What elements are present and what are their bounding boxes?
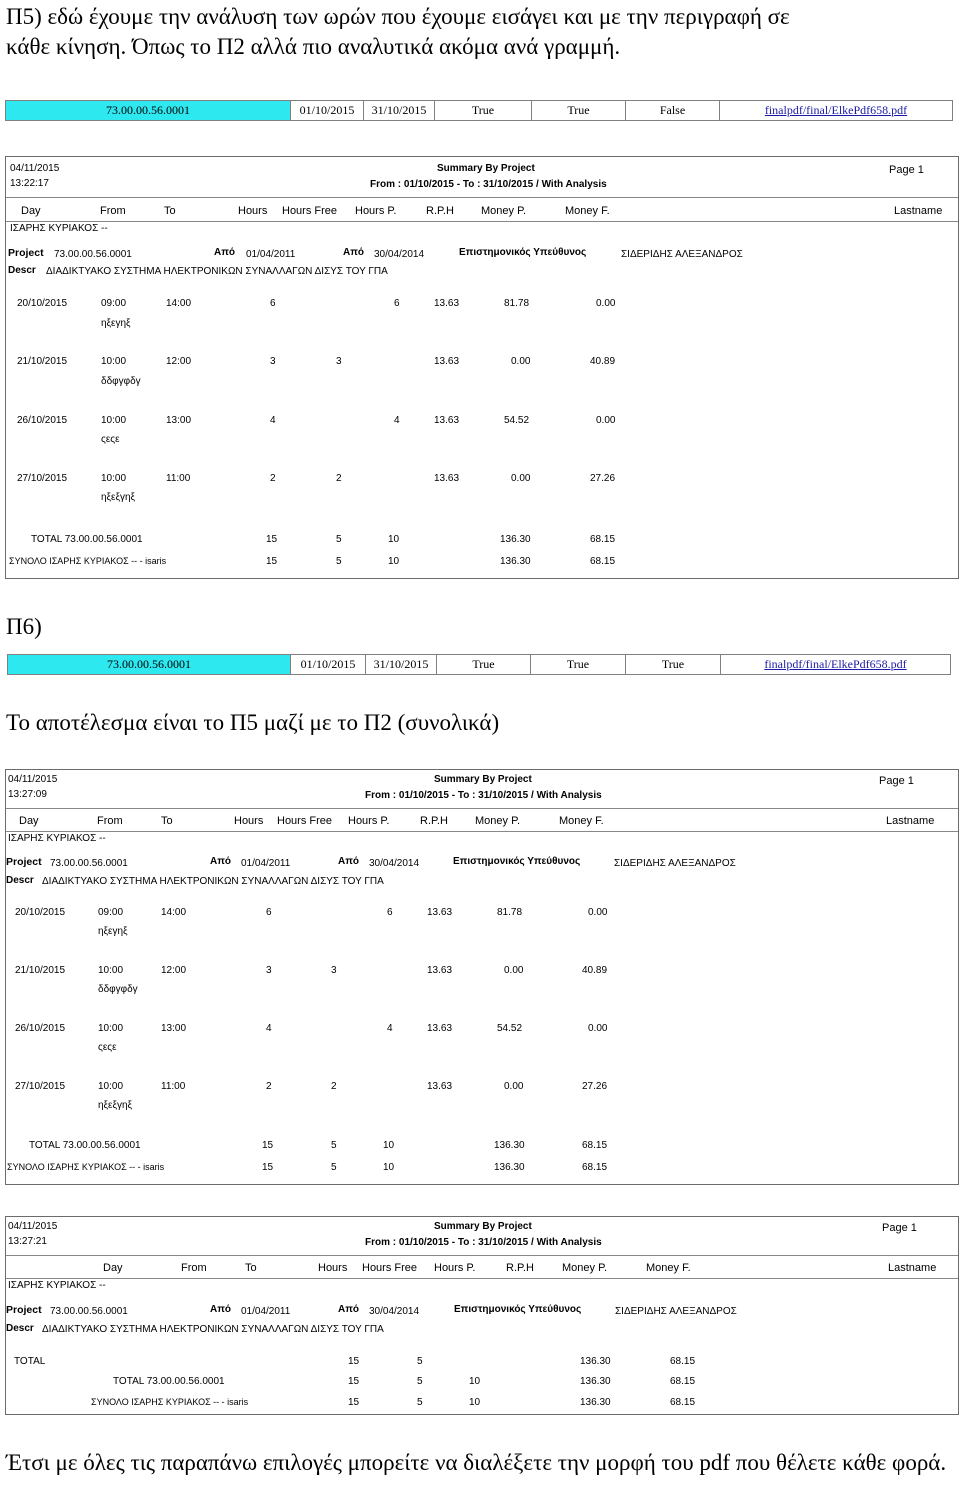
- total-hours-free: 5: [417, 1356, 423, 1367]
- summary-title: Summary By Project: [434, 774, 532, 785]
- synolo-hours-p: 10: [469, 1397, 481, 1408]
- entry-rph: 13.63: [427, 907, 453, 918]
- date-range: From : 01/10/2015 - To : 31/10/2015 / With Analysis: [365, 1237, 602, 1248]
- total-money-f: 68.15: [582, 1140, 608, 1151]
- col-from: From: [181, 1262, 207, 1274]
- grid1-flag-2: True: [532, 101, 626, 120]
- entry-money-p: 0.00: [511, 356, 531, 367]
- entry-day: 20/10/2015: [17, 298, 68, 309]
- col-hours-p: Hours P.: [434, 1262, 476, 1274]
- descr-label: Descr: [6, 875, 34, 886]
- report-2: [5, 769, 959, 1185]
- apo-label: Από: [343, 247, 364, 258]
- entry-rph: 13.63: [434, 415, 460, 426]
- entry-rph: 13.63: [434, 298, 460, 309]
- entry-hours-free: 2: [331, 1081, 337, 1092]
- synolo-hours: 15: [262, 1162, 274, 1173]
- col-lastname: Lastname: [886, 815, 935, 827]
- report-1: [5, 156, 959, 579]
- total-money-p: 136.30: [580, 1356, 611, 1367]
- entry-hours-free: 3: [331, 965, 337, 976]
- entry-money-p: 81.78: [504, 298, 530, 309]
- divider: [6, 1255, 958, 1256]
- total-hours: 15: [262, 1140, 274, 1151]
- total-hours: 15: [348, 1356, 360, 1367]
- col-hours-p: Hours P.: [348, 815, 390, 827]
- date-range: From : 01/10/2015 - To : 31/10/2015 / With Analysis: [365, 790, 602, 801]
- apo-date-2: 30/04/2014: [374, 249, 425, 260]
- entry-hours: 6: [266, 907, 272, 918]
- synolo-label: ΣΥΝΟΛΟ ΙΣΑΡΗΣ ΚΥΡΙΑΚΟΣ -- - isaris: [91, 1397, 249, 1407]
- grid2-pdf-link[interactable]: finalpdf/final/ElkePdf658.pdf: [764, 657, 907, 671]
- entry-money-p: 81.78: [497, 907, 523, 918]
- entry-hours: 3: [266, 965, 272, 976]
- total-project-hours-p: 10: [469, 1376, 481, 1387]
- grid1-pdf-link[interactable]: finalpdf/final/ElkePdf658.pdf: [764, 103, 908, 117]
- report-time: 13:27:21: [8, 1236, 47, 1247]
- grid2-flag-3: True: [626, 655, 721, 674]
- entry-money-p: 54.52: [497, 1023, 523, 1034]
- col-from: From: [100, 205, 126, 217]
- entry-to: 14:00: [166, 298, 192, 309]
- entry-hours-free: 3: [336, 356, 342, 367]
- col-money-f: Money F.: [559, 815, 604, 827]
- responsible-name: ΣΙΔΕΡΙΔΗΣ ΑΛΕΞΑΝΔΡΟΣ: [614, 858, 736, 869]
- synolo-label: ΣΥΝΟΛΟ ΙΣΑΡΗΣ ΚΥΡΙΑΚΟΣ -- - isaris: [7, 1162, 165, 1172]
- total-project-label: TOTAL 73.00.00.56.0001: [29, 1140, 141, 1151]
- entry-money-f: 27.26: [590, 473, 616, 484]
- entry-hours-free: 2: [336, 473, 342, 484]
- grid1-date-to: 31/10/2015: [364, 101, 435, 120]
- col-hours: Hours: [238, 205, 268, 217]
- total-project-label: TOTAL 73.00.00.56.0001: [113, 1376, 225, 1387]
- summary-title: Summary By Project: [437, 163, 535, 174]
- project-label: Project: [8, 247, 44, 259]
- synolo-hours-free: 5: [336, 556, 342, 567]
- entry-description: δδφγφδγ: [98, 984, 138, 995]
- col-money-f: Money F.: [565, 205, 610, 217]
- responsible-label: Επιστημονικός Υπεύθυνος: [459, 247, 587, 258]
- entry-hours: 6: [270, 298, 276, 309]
- apo-label: Από: [338, 1304, 359, 1315]
- entry-day: 27/10/2015: [17, 473, 68, 484]
- entry-money-p: 0.00: [504, 965, 524, 976]
- entry-rph: 13.63: [427, 1081, 453, 1092]
- entry-from: 10:00: [98, 1081, 124, 1092]
- entry-from: 10:00: [101, 356, 127, 367]
- total-label: TOTAL: [14, 1356, 46, 1367]
- col-hours: Hours: [234, 815, 264, 827]
- entry-hours: 4: [266, 1023, 272, 1034]
- page-number: Page 1: [889, 164, 924, 176]
- col-day: Day: [19, 815, 39, 827]
- entry-hours-p: 4: [387, 1023, 393, 1034]
- total-money-f: 68.15: [590, 534, 616, 545]
- grid1-project-code: 73.00.00.56.0001: [6, 101, 291, 120]
- apo-label: Από: [338, 856, 359, 867]
- person-name: ΙΣΑΡΗΣ ΚΥΡΙΑΚΟΣ --: [8, 1280, 106, 1291]
- entry-money-f: 0.00: [596, 298, 616, 309]
- col-to: To: [161, 815, 173, 827]
- entry-hours: 3: [270, 356, 276, 367]
- grid2-date-from: 01/10/2015: [291, 655, 366, 674]
- total-project-label: TOTAL 73.00.00.56.0001: [31, 534, 143, 545]
- entry-hours: 4: [270, 415, 276, 426]
- report-time: 13:22:17: [10, 178, 49, 189]
- apo-label: Από: [210, 1304, 231, 1315]
- total-hours-p: 10: [383, 1140, 395, 1151]
- total-money-p: 136.30: [494, 1140, 525, 1151]
- descr-text: ΔΙΑΔΙΚΤΥΑΚΟ ΣΥΣΤΗΜΑ ΗΛΕΚΤΡΟΝΙΚΩΝ ΣΥΝΑΛΛΑΓΩΝ ΔΙΣΥΣ ΤΟΥ ΓΠΑ: [42, 876, 384, 887]
- col-lastname: Lastname: [894, 205, 943, 217]
- synolo-money-p: 136.30: [500, 556, 531, 567]
- col-to: To: [245, 1262, 257, 1274]
- entry-from: 10:00: [98, 1023, 124, 1034]
- entry-money-f: 27.26: [582, 1081, 608, 1092]
- entry-to: 13:00: [161, 1023, 187, 1034]
- synolo-money-p: 136.30: [494, 1162, 525, 1173]
- responsible-name: ΣΙΔΕΡΙΔΗΣ ΑΛΕΞΑΝΔΡΟΣ: [621, 249, 743, 260]
- synolo-money-f: 68.15: [582, 1162, 608, 1173]
- col-money-p: Money P.: [475, 815, 521, 827]
- entry-to: 11:00: [166, 473, 191, 484]
- apo-date-2: 30/04/2014: [369, 1306, 420, 1317]
- entry-to: 12:00: [161, 965, 187, 976]
- col-money-p: Money P.: [481, 205, 527, 217]
- page-number: Page 1: [882, 1222, 917, 1234]
- col-hours-p: Hours P.: [355, 205, 397, 217]
- final-paragraph: Έτσι με όλες τις παραπάνω επιλογές μπορείτε να διαλέξετε την μορφή του pdf που θέλετε κάθε φορά.: [6, 1450, 947, 1475]
- entry-hours: 2: [270, 473, 276, 484]
- entry-money-f: 0.00: [596, 415, 616, 426]
- divider: [6, 808, 958, 809]
- responsible-label: Επιστημονικός Υπεύθυνος: [453, 856, 581, 867]
- entry-money-f: 0.00: [588, 907, 608, 918]
- project-code: 73.00.00.56.0001: [50, 858, 128, 869]
- total-project-hours-free: 5: [417, 1376, 423, 1387]
- synolo-hours-p: 10: [383, 1162, 395, 1173]
- synolo-hours-free: 5: [331, 1162, 337, 1173]
- grid-row-1[interactable]: [5, 100, 953, 121]
- descr-label: Descr: [6, 1323, 34, 1334]
- entry-description: δδφγφδγ: [101, 376, 141, 387]
- entry-to: 12:00: [166, 356, 192, 367]
- report-3: [5, 1216, 959, 1415]
- divider: [6, 197, 958, 198]
- col-hours-free: Hours Free: [277, 815, 333, 827]
- total-project-money-p: 136.30: [580, 1376, 611, 1387]
- col-lastname: Lastname: [888, 1262, 937, 1274]
- project-code: 73.00.00.56.0001: [54, 249, 132, 260]
- apo-date-2: 30/04/2014: [369, 858, 420, 869]
- grid1-flag-3: False: [626, 101, 720, 120]
- entry-day: 27/10/2015: [15, 1081, 66, 1092]
- grid2-project-code: 73.00.00.56.0001: [8, 655, 291, 674]
- p6-heading: Π6): [6, 614, 42, 639]
- summary-title: Summary By Project: [434, 1221, 532, 1232]
- divider: [6, 831, 958, 832]
- report-date: 04/11/2015: [8, 774, 58, 785]
- report-date: 04/11/2015: [10, 163, 60, 174]
- report-date: 04/11/2015: [8, 1221, 58, 1232]
- divider: [6, 221, 958, 222]
- entry-from: 09:00: [101, 298, 127, 309]
- total-money-f: 68.15: [670, 1356, 696, 1367]
- responsible-name: ΣΙΔΕΡΙΔΗΣ ΑΛΕΞΑΝΔΡΟΣ: [615, 1306, 737, 1317]
- synolo-money-f: 68.15: [670, 1397, 696, 1408]
- entry-money-f: 40.89: [590, 356, 616, 367]
- apo-label: Από: [214, 247, 235, 258]
- entry-from: 10:00: [101, 415, 127, 426]
- entry-hours-p: 4: [394, 415, 400, 426]
- entry-description: ηξεγηξ: [98, 926, 128, 937]
- entry-day: 21/10/2015: [17, 356, 68, 367]
- entry-description: ηξεξγηξ: [101, 492, 136, 503]
- descr-label: Descr: [8, 265, 36, 276]
- apo-date-1: 01/04/2011: [241, 1306, 291, 1317]
- entry-money-p: 54.52: [504, 415, 530, 426]
- entry-day: 20/10/2015: [15, 907, 66, 918]
- synolo-money-p: 136.30: [580, 1397, 611, 1408]
- grid2-flag-2: True: [531, 655, 626, 674]
- responsible-label: Επιστημονικός Υπεύθυνος: [454, 1304, 582, 1315]
- synolo-hours-p: 10: [388, 556, 400, 567]
- entry-day: 26/10/2015: [15, 1023, 66, 1034]
- entry-to: 14:00: [161, 907, 187, 918]
- entry-rph: 13.63: [427, 965, 453, 976]
- col-to: To: [164, 205, 176, 217]
- person-name: ΙΣΑΡΗΣ ΚΥΡΙΑΚΟΣ --: [8, 833, 106, 844]
- grid-row-2[interactable]: [7, 654, 951, 675]
- result-text: Το αποτέλεσμα είναι το Π5 μαζί με το Π2 (συνολικά): [6, 710, 500, 735]
- synolo-hours: 15: [266, 556, 278, 567]
- col-day: Day: [103, 1262, 123, 1274]
- col-rph: R.P.H: [420, 815, 448, 827]
- grid2-date-to: 31/10/2015: [366, 655, 437, 674]
- total-money-p: 136.30: [500, 534, 531, 545]
- entry-hours-p: 6: [387, 907, 393, 918]
- synolo-hours-free: 5: [417, 1397, 423, 1408]
- p5-paragraph-line2: κάθε κίνηση. Όπως το Π2 αλλά πιο αναλυτικά ακόμα ανά γραμμή.: [6, 34, 621, 59]
- col-rph: R.P.H: [506, 1262, 534, 1274]
- col-from: From: [97, 815, 123, 827]
- apo-date-1: 01/04/2011: [241, 858, 291, 869]
- descr-text: ΔΙΑΔΙΚΤΥΑΚΟ ΣΥΣΤΗΜΑ ΗΛΕΚΤΡΟΝΙΚΩΝ ΣΥΝΑΛΛΑΓΩΝ ΔΙΣΥΣ ΤΟΥ ΓΠΑ: [42, 1324, 384, 1335]
- descr-text: ΔΙΑΔΙΚΤΥΑΚΟ ΣΥΣΤΗΜΑ ΗΛΕΚΤΡΟΝΙΚΩΝ ΣΥΝΑΛΛΑΓΩΝ ΔΙΣΥΣ ΤΟΥ ΓΠΑ: [46, 266, 388, 277]
- entry-money-p: 0.00: [511, 473, 531, 484]
- grid2-flag-1: True: [437, 655, 531, 674]
- total-project-hours: 15: [348, 1376, 360, 1387]
- entry-description: ςεςε: [98, 1042, 117, 1053]
- divider: [6, 1278, 958, 1279]
- entry-hours: 2: [266, 1081, 272, 1092]
- entry-day: 21/10/2015: [15, 965, 66, 976]
- entry-to: 11:00: [161, 1081, 186, 1092]
- total-hours: 15: [266, 534, 278, 545]
- synolo-hours: 15: [348, 1397, 360, 1408]
- entry-hours-p: 6: [394, 298, 400, 309]
- page-number: Page 1: [879, 775, 914, 787]
- grid1-date-from: 01/10/2015: [291, 101, 364, 120]
- col-money-p: Money P.: [562, 1262, 608, 1274]
- project-label: Project: [6, 856, 42, 868]
- entry-rph: 13.63: [434, 473, 460, 484]
- entry-day: 26/10/2015: [17, 415, 68, 426]
- col-hours-free: Hours Free: [362, 1262, 418, 1274]
- report-time: 13:27:09: [8, 789, 47, 800]
- synolo-label: ΣΥΝΟΛΟ ΙΣΑΡΗΣ ΚΥΡΙΑΚΟΣ -- - isaris: [9, 556, 167, 566]
- total-project-money-f: 68.15: [670, 1376, 696, 1387]
- col-rph: R.P.H: [426, 205, 454, 217]
- entry-description: ςεςε: [101, 434, 120, 445]
- total-hours-p: 10: [388, 534, 400, 545]
- col-hours-free: Hours Free: [282, 205, 338, 217]
- col-hours: Hours: [318, 1262, 348, 1274]
- col-money-f: Money F.: [646, 1262, 691, 1274]
- entry-description: ηξεγηξ: [101, 318, 131, 329]
- entry-from: 10:00: [98, 965, 124, 976]
- project-code: 73.00.00.56.0001: [50, 1306, 128, 1317]
- date-range: From : 01/10/2015 - To : 31/10/2015 / With Analysis: [370, 179, 607, 190]
- entry-description: ηξεξγηξ: [98, 1100, 133, 1111]
- entry-rph: 13.63: [434, 356, 460, 367]
- apo-label: Από: [210, 856, 231, 867]
- person-name: ΙΣΑΡΗΣ ΚΥΡΙΑΚΟΣ --: [10, 223, 108, 234]
- p5-paragraph-line1: Π5) εδώ έχουμε την ανάλυση των ωρών που έχουμε εισάγει και με την περιγραφή σε: [6, 4, 790, 29]
- entry-to: 13:00: [166, 415, 192, 426]
- apo-date-1: 01/04/2011: [246, 249, 296, 260]
- total-hours-free: 5: [331, 1140, 337, 1151]
- entry-money-f: 0.00: [588, 1023, 608, 1034]
- synolo-money-f: 68.15: [590, 556, 616, 567]
- total-hours-free: 5: [336, 534, 342, 545]
- grid1-flag-1: True: [435, 101, 532, 120]
- entry-rph: 13.63: [427, 1023, 453, 1034]
- entry-money-p: 0.00: [504, 1081, 524, 1092]
- col-day: Day: [21, 205, 41, 217]
- entry-money-f: 40.89: [582, 965, 608, 976]
- entry-from: 10:00: [101, 473, 127, 484]
- entry-from: 09:00: [98, 907, 124, 918]
- project-label: Project: [6, 1304, 42, 1316]
